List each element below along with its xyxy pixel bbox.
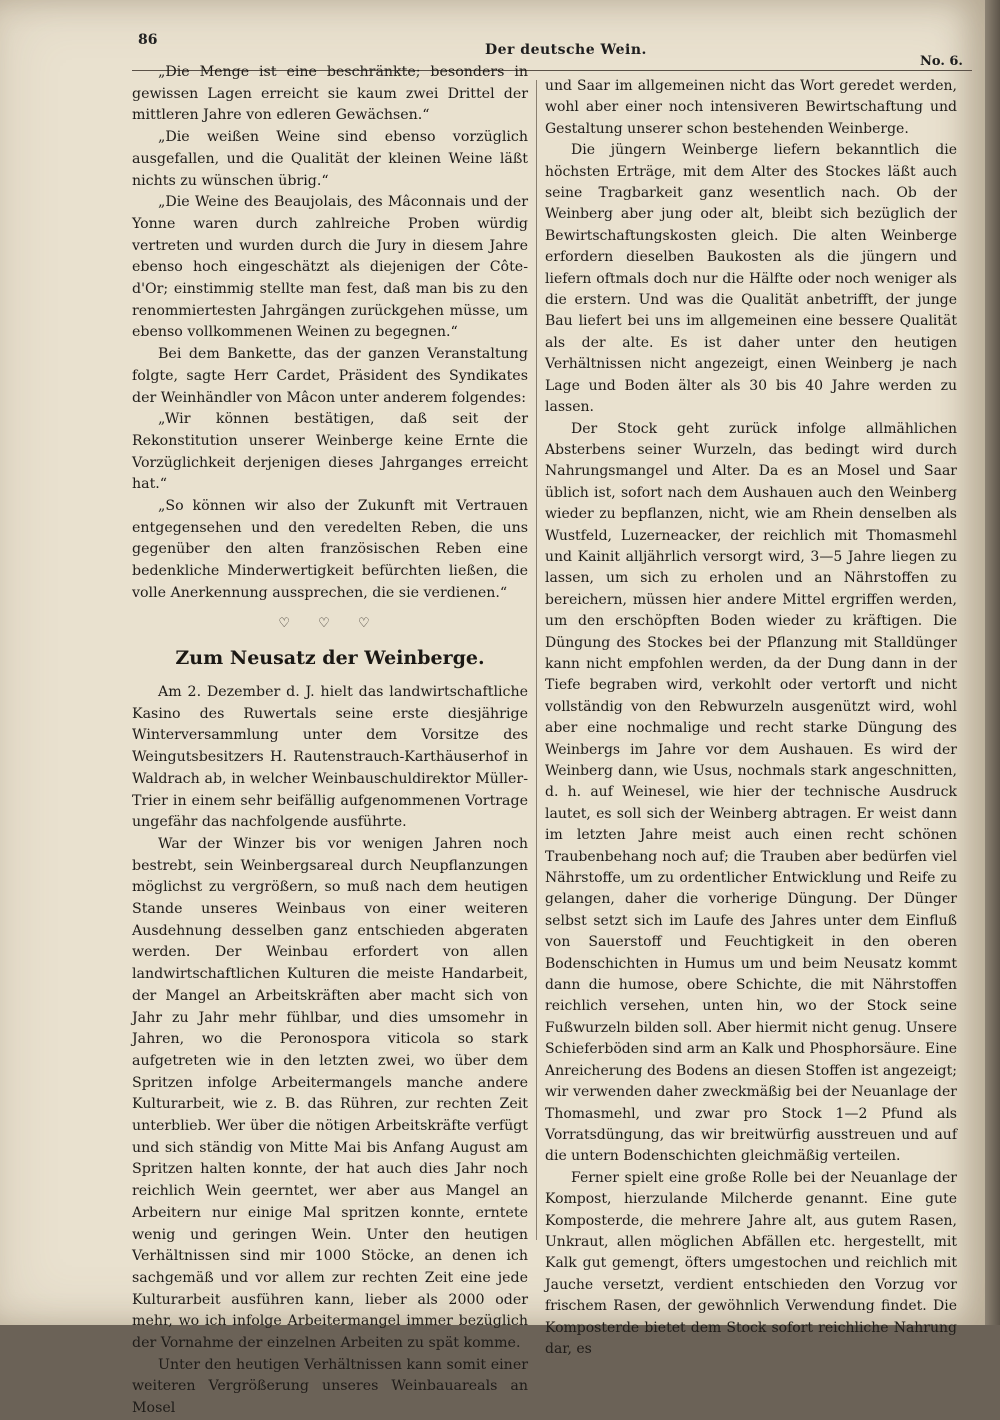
paragraph: Die jüngern Weinberge liefern bekanntlich die höchsten Erträge, mit dem Alter des Stockes läßt auch seine Tragbarkeit ganz wesentlich nach. Ob der Weinberg aber jung oder alt, bleibt sich bezüglich der Bewirtschaftungskosten gleich. Die alten Weinberge erfordern dieselben Baukosten als die jüngern und liefern oftmals doch nur die Hälfte oder noch weniger als die erstern. Und was die Qualität anbetrifft, der junge Bau liefert bei uns im allgemeinen eine bessere Qualität als der alte. Es ist daher unter den heutigen Verhältnissen nicht angezeigt, einen Weinberg je nach Lage und Boden älter als 30 bis 40 Jahre werden zu lassen. — [545, 142, 957, 416]
column-divider — [536, 80, 537, 1240]
paragraph: „Wir können bestätigen, daß seit der Rekonstitution unserer Weinberge keine Ernte die Vorzüglichkeit derjenigen dieses Jahrganges erreicht hat.“ — [132, 411, 528, 493]
section-ornament: ♡ ♡ ♡ — [278, 615, 382, 631]
paragraph: „Die weißen Weine sind ebenso vorzüglich ausgefallen, und die Qualität der kleinen Weine läßt nichts zu wünschen übrig.“ — [132, 129, 528, 189]
paragraph: Ferner spielt eine große Rolle bei der Neuanlage der Kompost, hierzulande Milcherde genannt. Eine gute Komposterde, die mehrere Jahre alt, aus gutem Rasen, Unkraut, allen möglichen Abfällen etc. hergestellt, mit Kalk gut gemengt, öfters umgestochen und reichlich mit Jauche versetzt, verdient entschieden den Vorzug vor frischem Rasen, der gewöhnlich Verwendung findet. Die Komposterde bietet dem Stock sofort reichliche Nahrung dar, es — [545, 1169, 957, 1357]
section-title: Zum Neusatz der Weinberge. — [175, 647, 485, 670]
paragraph: „So können wir also der Zukunft mit Vertrauen entgegensehen und den veredelten Reben, die uns gegenüber den alten französischen Reben eine bedenkliche Minderwertigkeit befürchten ließen, die volle Anerkennung aussprechen, die sie verdienen.“ — [132, 498, 528, 601]
paragraph: „Die Weine des Beaujolais, des Mâconnais und der Yonne waren durch zahlreiche Proben würdig vertreten und wurden durch die Jury in diesem Jahre ebenso hoch eingeschätzt als diejenigen der Côte-d'Or; einstimmig stellte man fest, daß man bis zu den renommiertesten Jahrgängen zurückgehen müsse, um ebenso vollkommenen Weinen zu begegnen.“ — [132, 194, 528, 341]
left-column — [132, 62, 528, 1420]
paragraph: und Saar im allgemeinen nicht das Wort geredet werden, wohl aber einer noch intensiveren Bewirtschaftung und Gestaltung unserer schon bestehenden Weinberge. — [545, 78, 957, 137]
issue-number: No. 6. — [920, 54, 963, 69]
paragraph: „Die Menge ist eine beschränkte; besonders in gewissen Lagen erreicht sie kaum zwei Drittel der mittleren Jahre von edleren Gewächsen.“ — [132, 64, 528, 124]
running-title: Der deutsche Wein. — [485, 42, 647, 58]
paragraph: Am 2. Dezember d. J. hielt das landwirtschaftliche Kasino des Ruwertals seine erste diesjährige Winterversammlung unter dem Vorsitze des Weingutsbesitzers H. Rautenstrauch-Karthäuserhof in Waldrach ab, in welcher Weinbauschuldirektor Müller-Trier in einem sehr beifällig aufgenommenen Vortrage ungefähr das nachfolgende ausführte. — [132, 683, 528, 831]
paragraph: Der Stock geht zurück infolge allmählichen Absterbens seiner Wurzeln, das bedingt wird durch Nahrungsmangel und Alter. Da es an Mosel und Saar üblich ist, sofort nach dem Aushauen auch den Weinberg wieder zu bepflanzen, nicht, wie am Rhein denselben als Wustfeld, Luzerneacker, der reichlich mit Thomasmehl und Kainit alljährlich versorgt wird, 3—5 Jahre liegen zu lassen, um sich zu erholen und an Nährstoffen zu bereichern, müssen hier andere Mittel ergriffen werden, um den erschöpften Boden wieder zu kräftigen. Die Düngung des Stockes bei der Pflanzung mit Stalldünger kann nicht empfohlen werden, da der Dung dann in der Tiefe begraben wird, verkohlt oder vertorft und nicht vollständig von den Rebwurzeln ausgenützt wird, wohl aber eine nochmalige und recht starke Düngung des Weinbergs im Jahre vor dem Aushauen. Es wird der Weinberg dann, wie Usus, nochmals stark angeschnitten, d. h. auf Weinesel, wie hier der technische Ausdruck lautet, es soll sich der Weinberg abtragen. Er weist dann im letzten Jahre meist auch einen recht schönen Traubenbehang noch auf; die Trauben aber bedürfen viel Nährstoffe, um zu ordentlicher Entwicklung und Reife zu gelangen, daher die vorherige Düngung. Der Dünger selbst setzt sich im Laufe des Jahres unter dem Einfluß von Sauerstoff und Feuchtigkeit in den oberen Bodenschichten in Humus um und beim Neusatz kommt dann die humose, obere Schichte, die mit Nährstoffen reichlich versehen, unten hin, wo der Stock seine Fußwurzeln bilden soll. Aber hiermit nicht genug. Unsere Schieferböden sind arm an Kalk und Phosphorsäure. Eine Anreicherung des Bodens an diesen Stoffen ist angezeigt; wir verwenden daher zweckmäßig bei der Neuanlage der Thomasmehl, und zwar pro Stock 1—2 Pfund als Vorratsdüngung, das wir breitwürfig ausstreuen und auf die untern Bodenschichten gleichmäßig verteilen. — [545, 420, 957, 1165]
book-edge — [985, 0, 1000, 1325]
paragraph: War der Winzer bis vor wenigen Jahren noch bestrebt, sein Weinbergsareal durch Neupflanzungen möglichst zu vergrößern, so muß nach dem heutigen Stande unseres Weinbaus von einer weiteren Ausdehnung desselben ganz entschieden abgeraten werden. Der Weinbau erfordert von allen landwirtschaftlichen Kulturen die meiste Handarbeit, der Mangel an Arbeitskräften aber macht sich von Jahr zu Jahr mehr fühlbar, und dies umsomehr in Jahren, wo die Peronospora viticola so stark aufgetreten wie in den letzten zwei, wo über dem Spritzen infolge Arbeitermangels manche andere Kulturarbeit, wie z. B. das Rühren, zur rechten Zeit unterblieb. Wer über die nötigen Arbeitskräfte verfügt und sich ständig von Mitte Mai bis Anfang August am Spritzen halten konnte, der hat auch dies Jahr noch reichlich Wein geerntet, wer aber aus Mangel an Arbeitern nur einige Mal spritzen konnte, erntete wenig und geringen Wein. Unter den heutigen Verhältnissen sind mir 1000 Stöcke, an denen ich sachgemäß und vor allem zur rechten Zeit eine jede Kulturarbeit ausführen kann, lieber als 2000 oder mehr, wo ich infolge Arbeitermangel immer bezüglich der Vornahme der einzelnen Arbeiten zu spät komme. — [132, 835, 528, 1352]
page-number: 86 — [138, 32, 158, 48]
paragraph: Unter den heutigen Verhältnissen kann somit einer weiteren Vergrößerung unseres Weinbauareals an Mosel — [132, 1356, 528, 1417]
paragraph: Bei dem Bankette, das der ganzen Veranstaltung folgte, sagte Herr Cardet, Präsident des Syndikates der Weinhändler von Mâcon unter anderem folgendes: — [132, 346, 528, 406]
right-column — [545, 76, 957, 1360]
